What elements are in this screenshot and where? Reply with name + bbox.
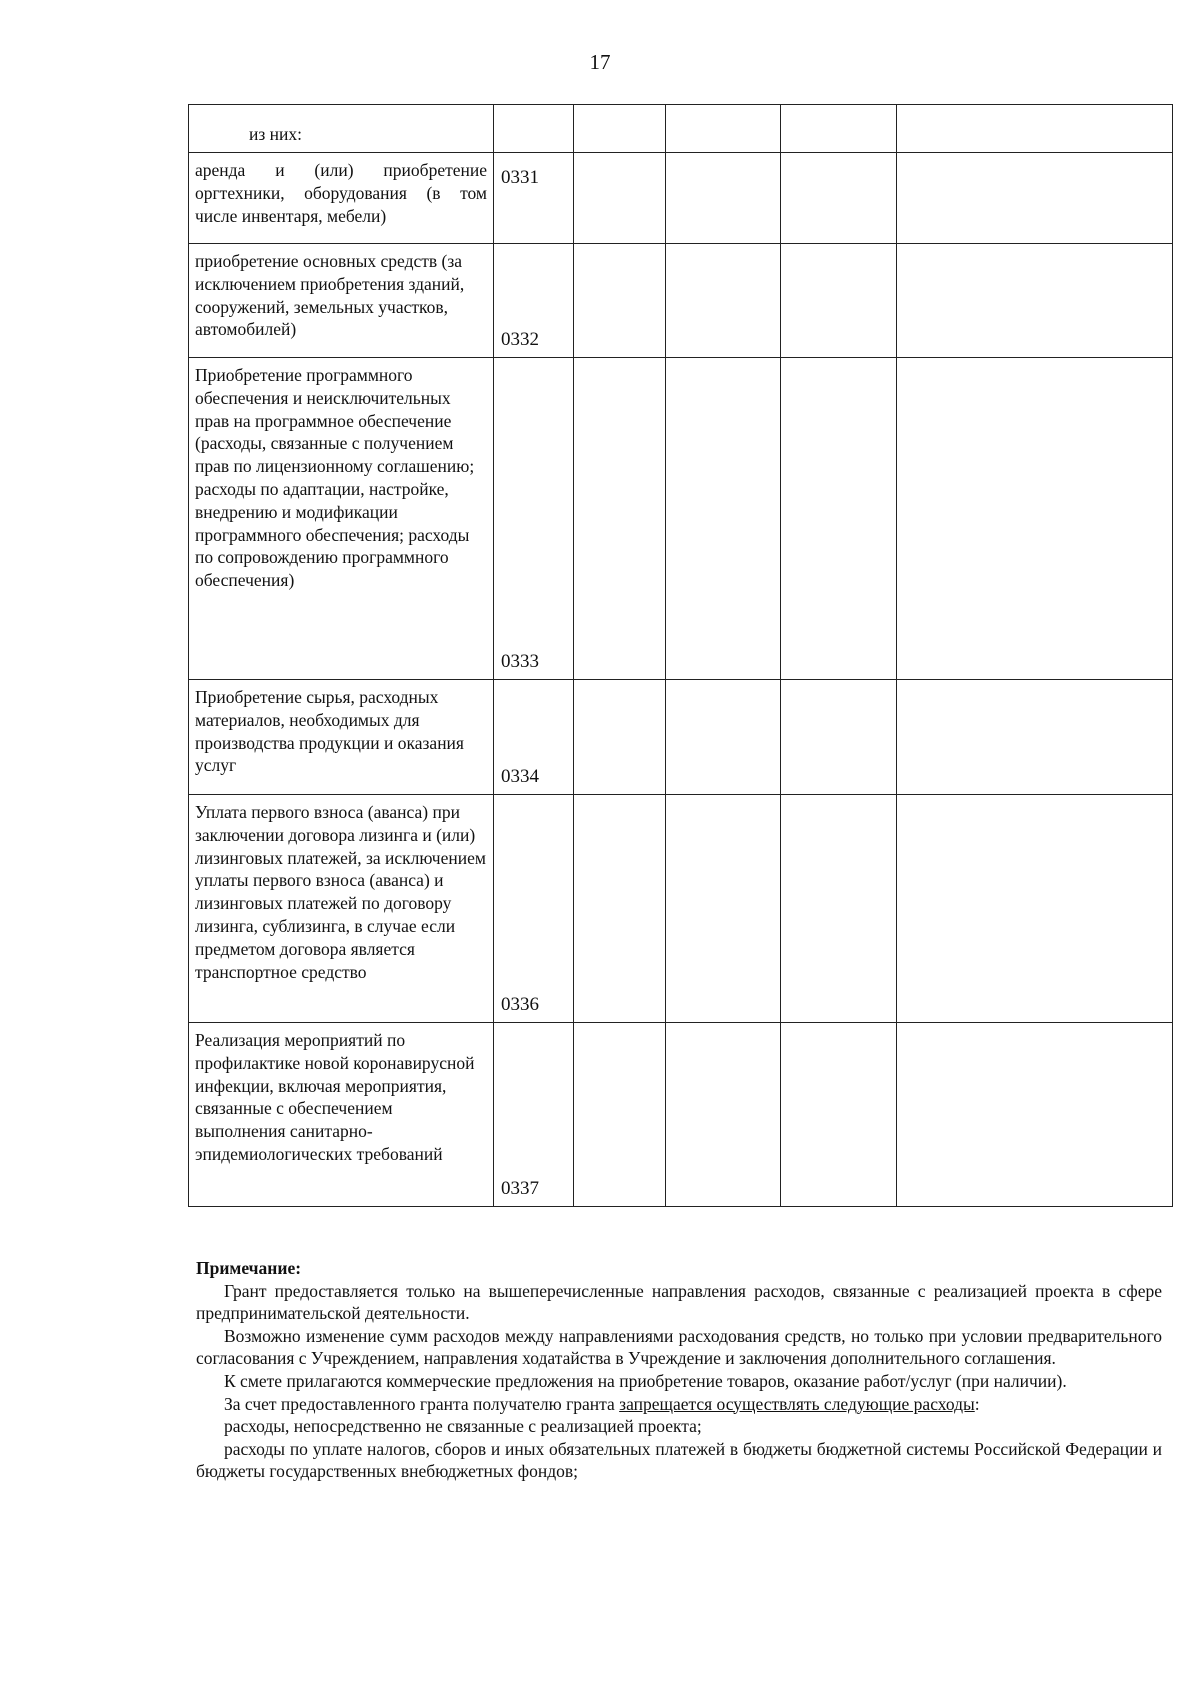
value-cell xyxy=(781,105,897,153)
note-paragraph: К смете прилагаются коммерческие предложения на приобретение товаров, оказание работ/услуг (при наличии). xyxy=(224,1370,1067,1391)
value-cell xyxy=(897,358,1173,680)
note-text: : xyxy=(974,1393,980,1414)
table-row xyxy=(189,244,1173,358)
row-label-cell xyxy=(189,105,494,153)
row-description: аренда и (или) приобретение оргтехники, оборудования (в том числе инвентаря, мебели) xyxy=(189,153,494,244)
value-cell xyxy=(574,1023,666,1207)
note-text: За счет предоставленного гранта получателю гранта xyxy=(224,1393,620,1414)
row-code: 0334 xyxy=(494,680,574,795)
value-cell xyxy=(897,795,1173,1023)
value-cell xyxy=(666,795,781,1023)
value-cell xyxy=(897,680,1173,795)
table-row xyxy=(189,105,1173,153)
note-paragraph: расходы, непосредственно не связанные с реализацией проекта; xyxy=(224,1416,702,1437)
row-description: Приобретение сырья, расходных материалов, необходимых для производства продукции и оказания услуг xyxy=(189,680,494,795)
note-title: Примечание: xyxy=(196,1258,302,1278)
page-number: 17 xyxy=(589,50,611,74)
value-cell xyxy=(897,153,1173,244)
value-cell xyxy=(781,358,897,680)
note-paragraph: Грант предоставляется только на вышеперечисленные направления расходов, связанные с реализацией проекта в сфере предпринимательской деятельности. xyxy=(196,1280,1162,1324)
header-label: из них: xyxy=(249,124,302,144)
value-cell xyxy=(781,795,897,1023)
value-cell xyxy=(897,105,1173,153)
row-description: Уплата первого взноса (аванса) при заключении договора лизинга и (или) лизинговых платежей, за исключением уплаты первого взноса (аванса) и лизинговых платежей по договору лизинга, сублизинга, в случае если предметом договора является транспортное средство xyxy=(189,795,494,1023)
value-cell xyxy=(781,153,897,244)
row-description: Приобретение программного обеспечения и неисключительных прав на программное обеспечение (расходы, связанные с получением прав по лицензионному соглашению; расходы по адаптации, настройке, внедрению и модификации программного обеспечения; расходы по сопровождению программного обеспечения) xyxy=(189,358,494,680)
row-description: приобретение основных средств (за исключением приобретения зданий, сооружений, земельных участков, автомобилей) xyxy=(189,244,494,358)
value-cell xyxy=(574,244,666,358)
table-row xyxy=(189,1023,1173,1207)
value-cell xyxy=(897,1023,1173,1207)
note-section xyxy=(196,1257,1162,1483)
row-code: 0333 xyxy=(494,358,574,680)
code-cell xyxy=(494,105,574,153)
table-row xyxy=(189,795,1173,1023)
note-paragraph: расходы по уплате налогов, сборов и иных обязательных платежей в бюджеты бюджетной системы Российской Федерации и бюджеты государственных внебюджетных фондов; xyxy=(196,1438,1162,1482)
value-cell xyxy=(897,244,1173,358)
value-cell xyxy=(574,153,666,244)
value-cell xyxy=(781,244,897,358)
value-cell xyxy=(666,358,781,680)
value-cell xyxy=(666,153,781,244)
value-cell xyxy=(781,680,897,795)
note-paragraph: Возможно изменение сумм расходов между направлениями расходования средств, но только при условии предварительного согласования с Учреждением, направления ходатайства в Учреждение и заключения дополнительного соглашения. xyxy=(196,1325,1162,1369)
value-cell xyxy=(666,244,781,358)
value-cell xyxy=(666,105,781,153)
value-cell xyxy=(666,680,781,795)
row-code: 0337 xyxy=(494,1023,574,1207)
table-row xyxy=(189,153,1173,244)
table-row xyxy=(189,680,1173,795)
value-cell xyxy=(781,1023,897,1207)
value-cell xyxy=(574,680,666,795)
row-description: Реализация мероприятий по профилактике новой коронавирусной инфекции, включая мероприятия, связанные с обеспечением выполнения санитарно-эпидемиологических требований xyxy=(189,1023,494,1207)
row-code: 0331 xyxy=(494,153,574,244)
note-paragraph xyxy=(196,1393,1162,1416)
row-code: 0332 xyxy=(494,244,574,358)
underlined-text: запрещается осуществлять следующие расходы xyxy=(619,1393,975,1414)
row-code: 0336 xyxy=(494,795,574,1023)
expense-table xyxy=(188,104,1173,1207)
table-row xyxy=(189,358,1173,680)
value-cell xyxy=(666,1023,781,1207)
value-cell xyxy=(574,358,666,680)
value-cell xyxy=(574,795,666,1023)
value-cell xyxy=(574,105,666,153)
